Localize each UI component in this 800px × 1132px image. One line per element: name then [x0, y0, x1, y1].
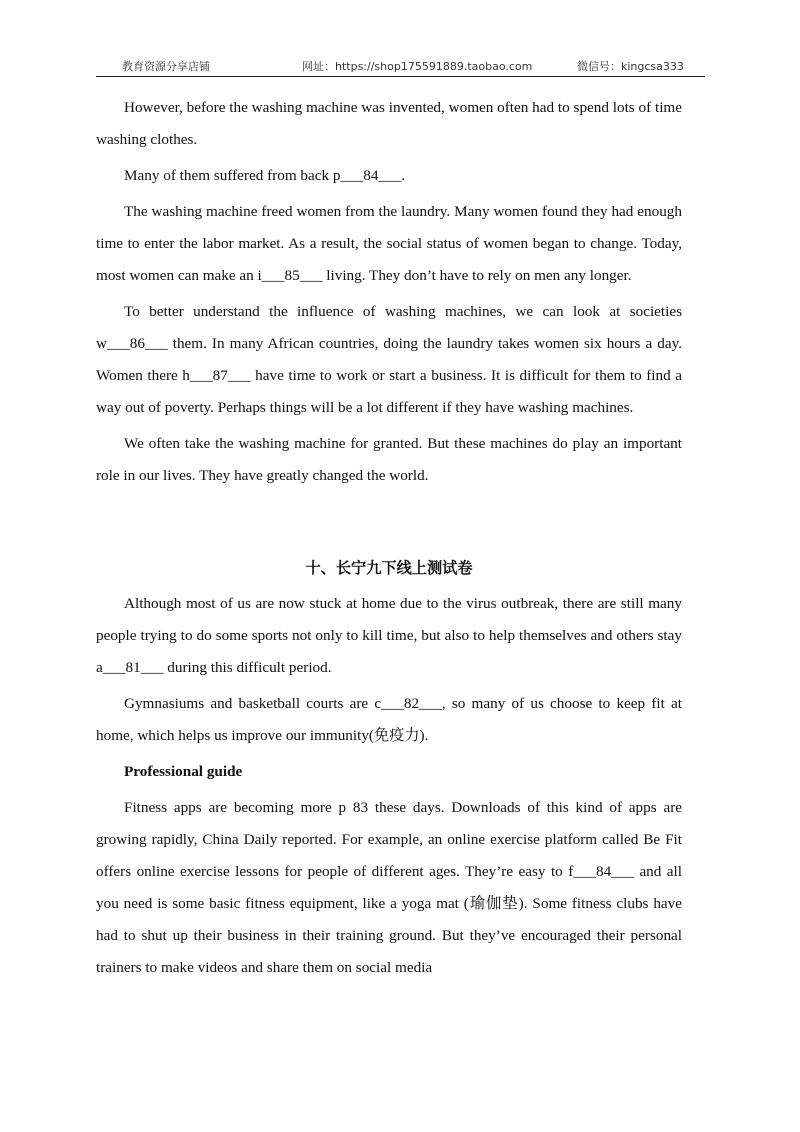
paragraph: Many of them suffered from back p___84___.: [124, 167, 406, 184]
paragraph: Although most of us are now stuck at home due to the virus outbreak, there are still many people trying to do some sports not only to kill time, but also to help themselves and others stay a___81___ during this difficult period.: [96, 595, 682, 676]
header-wechat: 微信号：kingcsa333: [577, 60, 684, 73]
paragraph: To better understand the influence of washing machines, we can look at societies w___86___ them. In many African countries, doing the laundry takes women six hours a day. Women there h___87___ have time to work or start a business. It is difficult for them to find a way out of poverty. Perhaps things will be a lot different if they have washing machines.: [96, 303, 682, 416]
paragraph: We often take the washing machine for granted. But these machines do play an important role in our lives. They have greatly changed the world.: [96, 435, 682, 484]
section-title: 十、长宁九下线上测试卷: [305, 559, 473, 577]
page-header: [96, 56, 705, 77]
paragraph: Fitness apps are becoming more p 83 these days. Downloads of this kind of apps are growing rapidly, China Daily reported. For example, an online exercise platform called Be Fit offers online exercise lessons for people of different ages. They’re easy to f___84___ and all you need is some basic fitness equipment, like a yoga mat (瑜伽垫). Some fitness clubs have had to shut up their business in their training ground. But they’ve encouraged their personal trainers to make videos and share them on social media: [96, 799, 682, 976]
section-gap: [96, 496, 682, 552]
paragraph: However, before the washing machine was invented, women often had to spend lots of time washing clothes.: [96, 99, 682, 148]
header-website: 网址：https://shop175591889.taobao.com: [302, 60, 533, 73]
document-body: [96, 92, 682, 988]
paragraph: The washing machine freed women from the laundry. Many women found they had enough time to enter the labor market. As a result, the social status of women began to change. Today, most women can make an i___85___ living. They don’t have to rely on men any longer.: [96, 203, 682, 284]
header-shop-name: 教育资源分享店铺: [122, 60, 210, 73]
subheading: Professional guide: [124, 763, 243, 780]
paragraph: Gymnasiums and basketball courts are c___82___, so many of us choose to keep fit at home, which helps us improve our immunity(免疫力).: [96, 695, 682, 744]
